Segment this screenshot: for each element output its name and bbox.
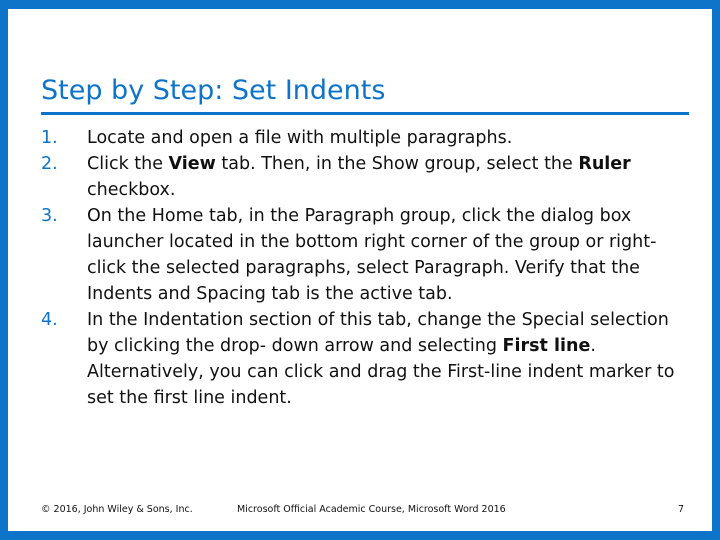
step-text: Locate and open a file with multiple paragraphs. <box>87 128 513 148</box>
step-number: 1. <box>41 128 58 148</box>
step-bold-text: View <box>168 154 216 174</box>
step-text: . Alternatively, you can click and drag the First-line indent marker to set the first line indent. <box>87 336 675 408</box>
step-text: Click the <box>87 154 169 174</box>
step-number: 3. <box>41 206 58 226</box>
step-text: checkbox. <box>87 180 176 200</box>
step-item-4 <box>41 307 691 411</box>
step-text: tab. Then, in the Show group, select the <box>215 154 579 174</box>
step-bold-text: First line <box>502 336 591 356</box>
steps-list <box>41 125 691 411</box>
step-item-1 <box>41 125 691 151</box>
step-text: On the Home tab, in the Paragraph group, click the dialog box launcher located in the bottom right corner of the group or right-click the selected paragraphs, select Paragraph. Verify that the Indents and Spacing tab is the active tab. <box>87 206 657 304</box>
slide-title: Step by Step: Set Indents <box>41 75 386 106</box>
page-number: 7 <box>678 504 685 515</box>
step-bold-text: Ruler <box>578 154 631 174</box>
step-text: In the Indentation section of this tab, change the Special selection by clicking the drop- down arrow and selecting <box>87 310 669 356</box>
step-item-2 <box>41 151 691 203</box>
step-item-3 <box>41 203 691 307</box>
slide <box>8 9 712 531</box>
step-number: 4. <box>41 310 58 330</box>
title-divider <box>41 112 689 115</box>
step-number: 2. <box>41 154 58 174</box>
footer-copyright: © 2016, John Wiley & Sons, Inc. <box>41 504 193 515</box>
footer-course: Microsoft Official Academic Course, Microsoft Word 2016 <box>237 504 506 515</box>
